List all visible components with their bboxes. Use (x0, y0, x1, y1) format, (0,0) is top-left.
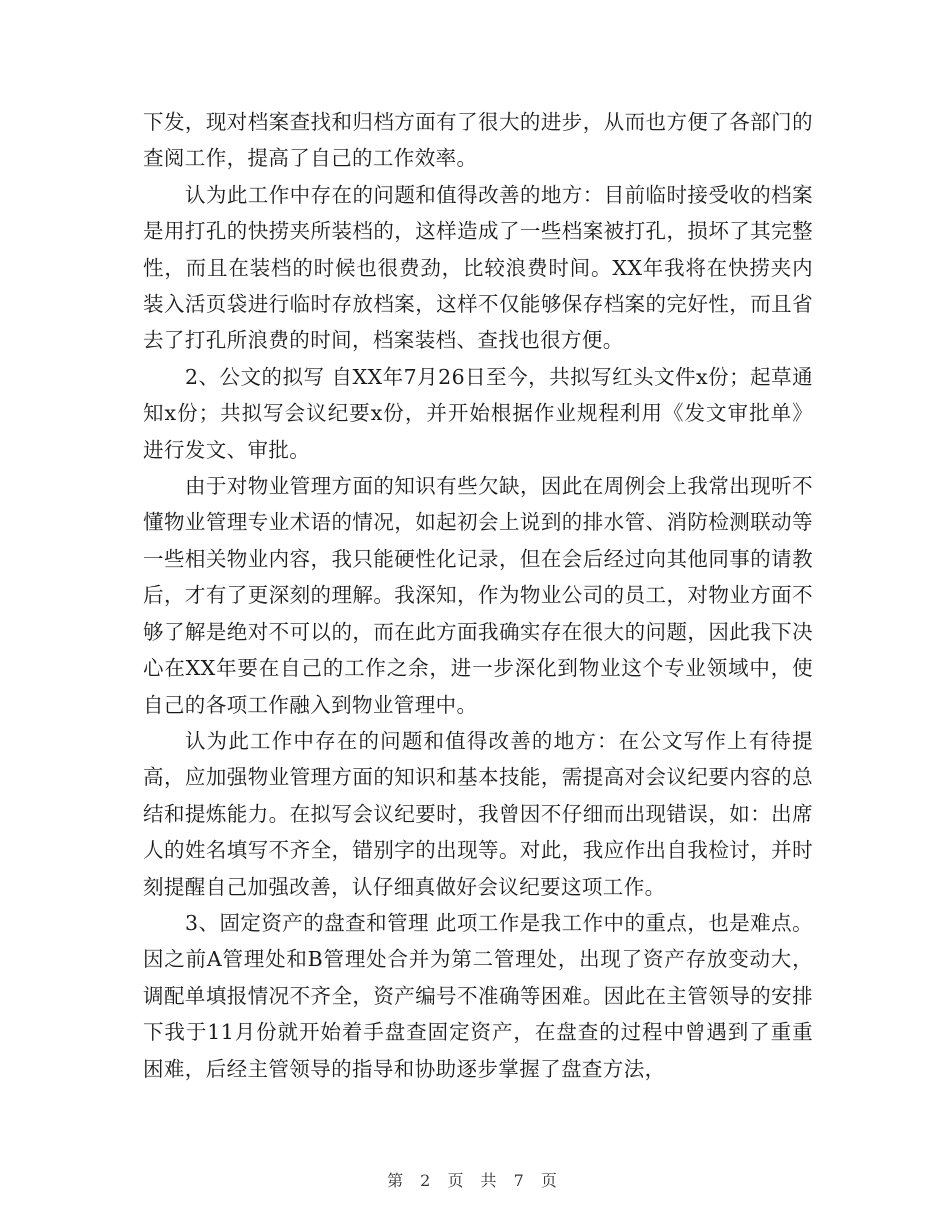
paragraph-1: 下发，现对档案查找和归档方面有了很大的进步，从而也方便了各部门的查阅工作，提高了自己的工作效率。 (143, 110, 813, 171)
paragraph-6: 3、固定资产的盘查和管理 此项工作是我工作中的重点，也是难点。因之前A管理处和B管理处合并为第二管理处，出现了资产存放变动大，调配单填报情况不齐全，资产编号不准确等困难。因此在主管领导的安排下我于11月份就开始着手盘查固定资产，在盘查的过程中曾遇到了重重困难，后经主管领导的指导和协助逐步掌握了盘查方法， (143, 910, 813, 1081)
document-body (143, 104, 813, 1087)
paragraph-2: 认为此工作中存在的问题和值得改善的地方：目前临时接受收的档案是用打孔的快捞夹所装档的，这样造成了一些档案被打孔，损坏了其完整性，而且在装档的时候也很费劲，比较浪费时间。XX年我将在快捞夹内装入活页袋进行临时存放档案，这样不仅能够保存档案的完好性，而且省去了打孔所浪费的时间，档案装档、查找也很方便。 (143, 182, 813, 353)
paragraph-5: 认为此工作中存在的问题和值得改善的地方：在公文写作上有待提高，应加强物业管理方面的知识和基本技能，需提高对会议纪要内容的总结和提炼能力。在拟写会议纪要时，我曾因不仔细而出现错误，如：出席人的姓名填写不齐全，错别字的出现等。对此，我应作出自我检讨，并时刻提醒自己加强改善，认仔细真做好会议纪要这项工作。 (143, 728, 813, 899)
paragraph-4: 由于对物业管理方面的知识有些欠缺，因此在周例会上我常出现听不懂物业管理专业术语的情况，如起初会上说到的排水管、消防检测联动等一些相关物业内容，我只能硬性化记录，但在会后经过向其他同事的请教后，才有了更深刻的理解。我深知，作为物业公司的员工，对物业方面不够了解是绝对不可以的，而在此方面我确实存在很大的问题，因此我下决心在XX年要在自己的工作之余，进一步深化到物业这个专业领域中，使自己的各项工作融入到物业管理中。 (143, 474, 813, 717)
paragraph-3: 2、公文的拟写 自XX年7月26日至今，共拟写红头文件x份；起草通知x份；共拟写会议纪要x份，并开始根据作业规程利用《发文审批单》进行发文、审批。 (143, 364, 813, 462)
page-number-footer: 第 2 页 共 7 页 (387, 1171, 563, 1190)
